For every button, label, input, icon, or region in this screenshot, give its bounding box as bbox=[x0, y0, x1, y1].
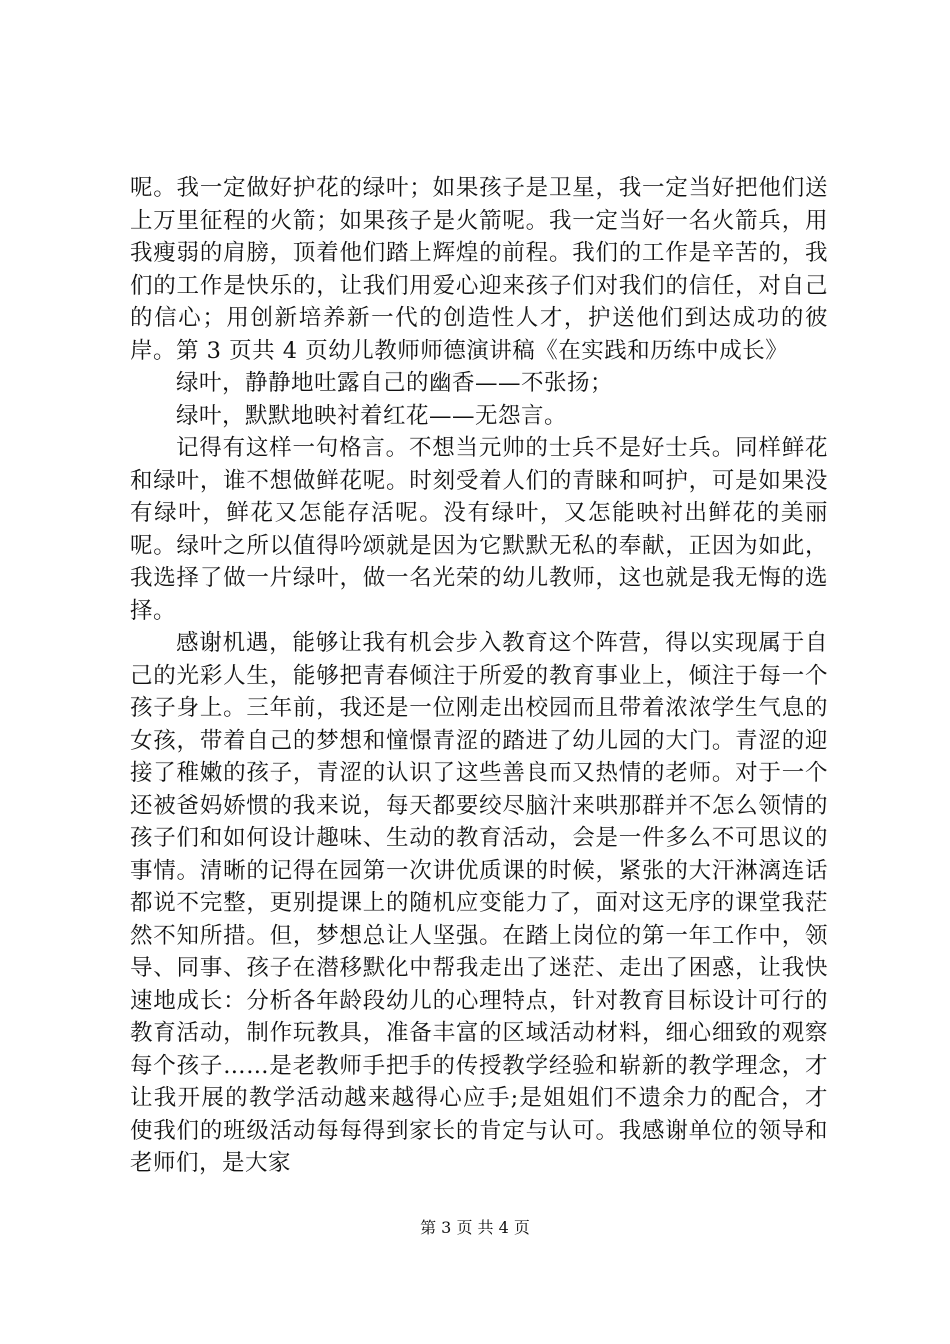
page-footer: 第 3 页 共 4 页 bbox=[420, 1218, 530, 1237]
paragraph-4: 记得有这样一句格言。不想当元帅的士兵不是好士兵。同样鲜花和绿叶，谁不想做鲜花呢。时刻受着人们的青睐和呵护，可是如果没有绿叶，鲜花又怎能存活呢。没有绿叶，又怎能映衬出鲜花的美丽呢。绿叶之所以值得吟颂就是因为它默默无私的奉献，正因为如此，我选择了做一片绿叶，做一名光荣的幼儿教师，这也就是我无悔的选择。 bbox=[130, 435, 828, 624]
paragraph-3: 绿叶，默默地映衬着红花——无怨言。 bbox=[176, 402, 568, 429]
paragraph-5: 感谢机遇，能够让我有机会步入教育这个阵营，得以实现属于自己的光彩人生，能够把青春倾注于所爱的教育事业上，倾注于每一个孩子身上。三年前，我还是一位刚走出校园而且带着浓浓学生气息的女孩，带着自己的梦想和憧憬青涩的踏进了幼儿园的大门。青涩的迎接了稚嫩的孩子，青涩的认识了这些善良而又热情的老师。对于一个还被爸妈娇惯的我来说，每天都要绞尽脑汁来哄那群并不怎么领情的孩子们和如何设计趣味、生动的教育活动，会是一件多么不可思议的事情。清晰的记得在园第一次讲优质课的时候，紧张的大汗淋漓连话都说不完整，更别提课上的随机应变能力了，面对这无序的课堂我茫然不知所措。但，梦想总让人坚强。在踏上岗位的第一年工作中，领导、同事、孩子在潜移默化中帮我走出了迷茫、走出了困惑，让我快速地成长：分析各年龄段幼儿的心理特点，针对教育目标设计可行的教育活动，制作玩教具，准备丰富的区域活动材料，细心细致的观察每个孩子……是老教师手把手的传授教学经验和崭新的教学理念，才让我开展的教学活动越来越得心应手;是姐姐们不遗余力的配合，才使我们的班级活动每每得到家长的肯定与认可。我感谢单位的领导和老师们，是大家 bbox=[130, 630, 828, 1176]
paragraph-1: 呢。我一定做好护花的绿叶；如果孩子是卫星，我一定当好把他们送上万里征程的火箭；如果孩子是火箭呢。我一定当好一名火箭兵，用我瘦弱的肩膀，顶着他们踏上辉煌的前程。我们的工作是辛苦的，我们的工作是快乐的，让我们用爱心迎来孩子们对我们的信任，对自己的信心；用创新培养新一代的创造性人才，护送他们到达成功的彼岸。第 3 页共 4 页幼儿教师师德演讲稿《在实践和历练中成长》 bbox=[130, 175, 828, 364]
paragraph-2: 绿叶，静静地吐露自己的幽香——不张扬； bbox=[176, 370, 614, 396]
document-body bbox=[130, 172, 828, 1180]
